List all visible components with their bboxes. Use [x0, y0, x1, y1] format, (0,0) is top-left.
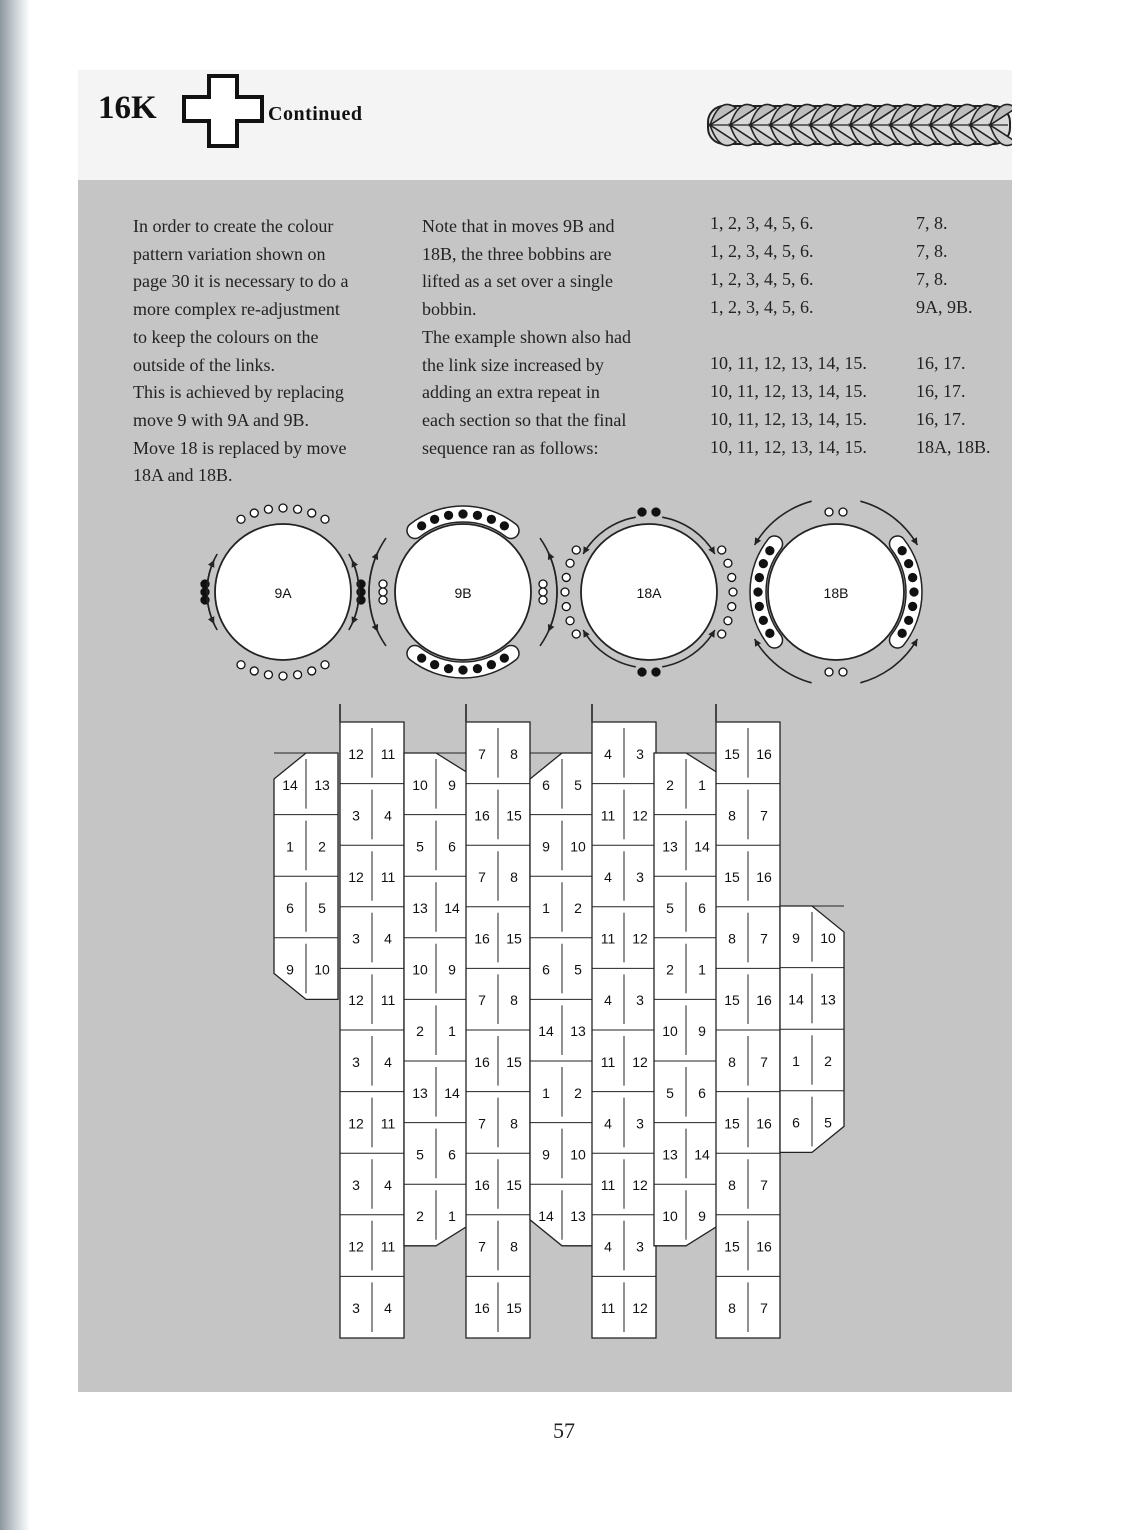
grid-number: 9 [792, 929, 800, 946]
col1-line: outside of the links. [133, 354, 275, 375]
grid-number: 12 [348, 1115, 364, 1132]
bobbin-dot-open [561, 588, 569, 596]
grid-number: 8 [510, 992, 518, 1009]
bobbin-dot-filled [905, 560, 913, 568]
bobbin-dot-filled [418, 654, 426, 662]
grid-number: 14 [538, 1023, 554, 1040]
bobbin-dot-open [321, 661, 329, 669]
bobbin-dot-open [839, 668, 847, 676]
grid-number: 15 [724, 869, 740, 885]
bobbin-dot-open [718, 630, 726, 638]
sequence-moves: 10, 11, 12, 13, 14, 15. [710, 437, 867, 457]
sequence-moves: 1, 2, 3, 4, 5, 6. [710, 241, 814, 261]
bobbin-dot-filled [487, 515, 495, 523]
grid-number: 5 [666, 900, 674, 916]
bobbin-dot-open [379, 596, 387, 604]
grid-number: 15 [506, 1053, 522, 1070]
bobbin-dot-filled [445, 665, 453, 673]
page-number: 57 [553, 1418, 575, 1443]
bobbin-dot-filled [459, 510, 467, 518]
bobbin-dot-filled [759, 560, 767, 568]
grid-number: 9 [698, 1208, 706, 1224]
grid-number: 11 [600, 1177, 616, 1193]
grid-number: 1 [542, 900, 550, 916]
continued-text: Continued [268, 103, 363, 125]
grid-number: 5 [666, 1084, 674, 1101]
grid-number: 4 [604, 1238, 612, 1255]
grid-number: 1 [448, 1023, 456, 1040]
grid-number: 2 [416, 1208, 424, 1224]
grid-column [404, 753, 468, 1246]
bobbin-dot-open [250, 509, 258, 517]
col2-line: lifted as a set over a single [422, 271, 613, 292]
col1-line: 18A and 18B. [133, 465, 233, 486]
grid-number: 10 [820, 929, 836, 946]
grid-number: 13 [314, 776, 330, 793]
grid-number: 4 [384, 1300, 392, 1317]
bobbin-dot-filled [754, 588, 762, 596]
sequence-extra: 16, 17. [916, 353, 966, 373]
grid-number: 2 [574, 1084, 582, 1101]
grid-number: 6 [286, 900, 294, 916]
grid-number: 5 [574, 776, 582, 793]
grid-number: 14 [694, 1146, 710, 1163]
grid-number: 10 [412, 961, 428, 978]
bobbin-dot-open [264, 505, 272, 513]
bobbin-dot-open [728, 603, 736, 611]
cross-icon [182, 74, 266, 148]
grid-number: 7 [760, 807, 768, 824]
grid-number: 4 [604, 1115, 612, 1132]
grid-number: 3 [636, 992, 644, 1009]
grid-number: 13 [570, 1023, 586, 1040]
sequence-moves: 1, 2, 3, 4, 5, 6. [710, 297, 814, 317]
sequence-extra: 16, 17. [916, 381, 966, 401]
pattern-code: 16K [98, 90, 157, 126]
sequence-extra: 7, 8. [916, 213, 948, 233]
grid-number: 13 [820, 991, 836, 1008]
bobbin-dot-open [718, 546, 726, 554]
grid-number: 9 [448, 961, 456, 978]
bobbin-dot-open [308, 667, 316, 675]
grid-number: 13 [570, 1208, 586, 1224]
bobbin-dot-open [562, 573, 570, 581]
bobbin-dot-open [562, 603, 570, 611]
bobbin-dot-filled [638, 668, 646, 676]
grid-number: 10 [412, 776, 428, 793]
grid-number: 7 [760, 1177, 768, 1193]
bobbin-dot-filled [909, 574, 917, 582]
grid-number: 9 [286, 961, 294, 978]
grid-number: 16 [756, 869, 772, 885]
grid-number: 14 [694, 838, 710, 855]
grid-number: 10 [662, 1023, 678, 1040]
bobbin-dot-open [294, 671, 302, 679]
bobbin-dot-open [728, 573, 736, 581]
grid-number: 7 [478, 1115, 486, 1132]
grid-number: 14 [444, 1084, 460, 1101]
grid-number: 7 [760, 1053, 768, 1070]
bobbin-dot-filled [910, 588, 918, 596]
grid-number: 16 [756, 745, 772, 762]
grid-number: 4 [384, 930, 392, 947]
sequence-extra: 18A, 18B. [916, 437, 991, 457]
col2-line: 18B, the three bobbins are [422, 243, 612, 264]
diagram-layer [78, 180, 1012, 1392]
grid-number: 3 [636, 1238, 644, 1255]
grid-number: 10 [314, 961, 330, 978]
grid-number: 16 [756, 1115, 772, 1132]
continued-label [268, 103, 363, 126]
grid-number: 13 [662, 838, 678, 855]
col1-line: more complex re-adjustment [133, 299, 340, 320]
grid-number: 8 [510, 869, 518, 885]
grid-number: 5 [416, 838, 424, 855]
bobbin-dot-open [250, 667, 258, 675]
col2-line: Note that in moves 9B and [422, 216, 615, 236]
grid-number: 11 [600, 930, 616, 947]
grid-number: 13 [662, 1146, 678, 1163]
grid-number: 13 [412, 900, 428, 916]
grid-column [530, 753, 594, 1246]
grid-number: 12 [348, 1238, 364, 1255]
sequence-moves: 10, 11, 12, 13, 14, 15. [710, 381, 867, 401]
grid-number: 6 [448, 1146, 456, 1163]
sequence-extra: 7, 8. [916, 269, 948, 289]
bobbin-dot-filled [431, 661, 439, 669]
grid-number: 6 [792, 1114, 800, 1131]
bobbin-dot-filled [487, 661, 495, 669]
bobbin-dot-open [539, 588, 547, 596]
col2-line: adding an extra repeat in [422, 382, 600, 403]
grid-number: 8 [728, 1177, 736, 1193]
grid-number: 7 [478, 992, 486, 1009]
grid-number: 11 [600, 1300, 616, 1317]
grid-number: 16 [474, 1300, 490, 1317]
grid-number: 10 [570, 1146, 586, 1163]
bobbin-dot-filled [905, 616, 913, 624]
grid-number: 7 [760, 930, 768, 947]
bobbin-dot-open [379, 580, 387, 588]
bobbin-dot-filled [652, 668, 660, 676]
grid-column [780, 906, 844, 1152]
grid-column [716, 704, 780, 1338]
bobbin-dot-open [379, 588, 387, 596]
grid-number: 12 [632, 1177, 648, 1193]
bobbin-dot-filled [500, 654, 508, 662]
grid-number: 12 [632, 807, 648, 824]
grid-number: 1 [698, 961, 706, 978]
sequence-moves: 1, 2, 3, 4, 5, 6. [710, 213, 814, 233]
grid-number: 7 [760, 1300, 768, 1317]
bobbin-dot-filled [652, 508, 660, 516]
grid-number: 9 [542, 838, 550, 855]
grid-number: 3 [352, 1300, 360, 1317]
sequence-moves: 10, 11, 12, 13, 14, 15. [710, 353, 867, 373]
bobbin-dot-filled [445, 511, 453, 519]
col1-line: page 30 it is necessary to do a [133, 271, 349, 292]
grid-number: 16 [474, 1177, 490, 1193]
grid-number: 15 [724, 992, 740, 1009]
grid-number: 16 [474, 1053, 490, 1070]
grid-number: 2 [574, 900, 582, 916]
bobbin-dot-filled [759, 616, 767, 624]
bobbin-dot-open [729, 588, 737, 596]
col1-line: This is achieved by replacing [133, 382, 344, 403]
bobbin-dot-open [539, 596, 547, 604]
grid-number: 16 [474, 930, 490, 947]
grid-number: 3 [636, 1115, 644, 1132]
bobbin-dot-open [264, 671, 272, 679]
grid-number: 1 [542, 1084, 550, 1101]
grid-number: 3 [352, 1053, 360, 1070]
bobbin-dot-open [839, 508, 847, 516]
move-label: 18B [823, 585, 849, 601]
grid-column [466, 704, 530, 1338]
grid-number: 14 [788, 991, 804, 1008]
grid-number: 11 [380, 869, 396, 885]
grid-column [654, 753, 718, 1246]
bobbin-dot-open [825, 668, 833, 676]
grid-number: 6 [542, 776, 550, 793]
bobbin-dot-filled [909, 602, 917, 610]
grid-number: 4 [384, 1053, 392, 1070]
grid-number: 11 [380, 1238, 396, 1255]
grid-number: 4 [604, 869, 612, 885]
grid-number: 13 [412, 1084, 428, 1101]
col1-line: In order to create the colour [133, 216, 334, 236]
grid-number: 16 [756, 992, 772, 1009]
bobbin-dot-open [724, 559, 732, 567]
bobbin-dot-open [724, 617, 732, 625]
grid-number: 11 [600, 807, 616, 824]
bobbin-dot-filled [898, 547, 906, 555]
grid-column [340, 704, 404, 1338]
grid-number: 6 [542, 961, 550, 978]
bobbin-dot-filled [755, 574, 763, 582]
bobbin-dot-filled [638, 508, 646, 516]
grid-number: 15 [506, 1177, 522, 1193]
sequence-moves: 1, 2, 3, 4, 5, 6. [710, 269, 814, 289]
sequence-extra: 16, 17. [916, 409, 966, 429]
bobbin-dot-open [308, 509, 316, 517]
grid-number: 5 [824, 1114, 832, 1131]
grid-number: 10 [662, 1208, 678, 1224]
move-label: 9A [274, 585, 292, 601]
grid-number: 2 [824, 1053, 832, 1069]
grid-number: 12 [632, 930, 648, 947]
move-label: 18A [636, 585, 662, 601]
col2-line: the link size increased by [422, 354, 604, 375]
grid-number: 5 [574, 961, 582, 978]
grid-number: 10 [570, 838, 586, 855]
bobbin-dot-open [279, 504, 287, 512]
col2-line: bobbin. [422, 299, 477, 320]
col2-line: each section so that the final [422, 409, 627, 430]
grid-number: 1 [698, 776, 706, 793]
grid-number: 15 [724, 745, 740, 762]
bobbin-dot-open [237, 515, 245, 523]
grid-number: 12 [348, 745, 364, 762]
grid-number: 3 [636, 745, 644, 762]
grid-number: 7 [478, 1238, 486, 1255]
grid-number: 3 [352, 1177, 360, 1193]
grid-number: 5 [318, 900, 326, 916]
move-label: 9B [454, 585, 472, 601]
grid-number: 16 [474, 807, 490, 824]
grid-column [274, 753, 338, 999]
grid-number: 7 [478, 869, 486, 885]
grid-number: 15 [724, 1115, 740, 1132]
grid-number: 11 [380, 992, 396, 1009]
sequence-extra: 7, 8. [916, 241, 948, 261]
col1-line: move 9 with 9A and 9B. [133, 409, 309, 430]
col1-line: Move 18 is replaced by move [133, 437, 347, 458]
bobbin-dot-filled [459, 666, 467, 674]
bobbin-dot-open [279, 672, 287, 680]
grid-number: 8 [728, 930, 736, 947]
bobbin-dot-open [321, 515, 329, 523]
bobbin-dot-open [572, 546, 580, 554]
sequence-extra: 9A, 9B. [916, 297, 973, 317]
grid-number: 2 [666, 776, 674, 793]
grid-number: 9 [448, 776, 456, 793]
grid-number: 15 [724, 1238, 740, 1255]
bobbin-dot-filled [766, 547, 774, 555]
grid-number: 3 [352, 930, 360, 947]
col1-line: pattern variation shown on [133, 243, 326, 264]
grid-number: 3 [352, 807, 360, 824]
grid-number: 2 [318, 838, 326, 855]
bobbin-dot-filled [418, 522, 426, 530]
grid-number: 14 [282, 776, 298, 793]
grid-number: 9 [542, 1146, 550, 1163]
grid-number: 11 [380, 745, 396, 762]
bobbin-dot-filled [473, 665, 481, 673]
grid-number: 15 [506, 807, 522, 824]
grid-number: 8 [510, 1238, 518, 1255]
bobbin-dot-open [566, 617, 574, 625]
grid-number: 11 [600, 1053, 616, 1070]
col1-line: to keep the colours on the [133, 326, 319, 347]
grid-number: 12 [632, 1300, 648, 1317]
bobbin-dot-filled [431, 515, 439, 523]
page-header [78, 70, 1012, 180]
bobbin-dot-open [539, 580, 547, 588]
bobbin-dot-open [572, 630, 580, 638]
bobbin-dot-open [566, 559, 574, 567]
grid-number: 1 [448, 1208, 456, 1224]
grid-number: 14 [538, 1208, 554, 1224]
grid-number: 8 [510, 1115, 518, 1132]
grid-number: 3 [636, 869, 644, 885]
content-panel [78, 180, 1012, 1392]
grid-number: 8 [728, 1300, 736, 1317]
bobbin-dot-open [294, 505, 302, 513]
grid-column [592, 704, 656, 1338]
grid-number: 2 [416, 1023, 424, 1040]
col2-line: sequence ran as follows: [422, 437, 599, 458]
grid-number: 8 [728, 807, 736, 824]
bobbin-dot-filled [500, 522, 508, 530]
grid-number: 15 [506, 1300, 522, 1317]
bobbin-dot-filled [473, 511, 481, 519]
grid-number: 14 [444, 900, 460, 916]
grid-number: 15 [506, 930, 522, 947]
bobbin-dot-filled [755, 602, 763, 610]
binding-shadow [0, 0, 30, 1530]
grid-number: 12 [632, 1053, 648, 1070]
col2-line: The example shown also had [422, 326, 631, 347]
grid-number: 6 [698, 1084, 706, 1101]
grid-number: 16 [756, 1238, 772, 1255]
bobbin-dot-filled [766, 629, 774, 637]
bobbin-dot-open [825, 508, 833, 516]
grid-number: 11 [380, 1115, 396, 1132]
bobbin-dot-filled [898, 629, 906, 637]
grid-number: 4 [604, 992, 612, 1009]
grid-number: 4 [604, 745, 612, 762]
grid-number: 1 [286, 838, 294, 855]
grid-number: 2 [666, 961, 674, 978]
grid-number: 4 [384, 1177, 392, 1193]
grid-number: 12 [348, 992, 364, 1009]
grid-number: 6 [698, 900, 706, 916]
grid-number: 9 [698, 1023, 706, 1040]
grid-number: 7 [478, 745, 486, 762]
sequence-moves: 10, 11, 12, 13, 14, 15. [710, 409, 867, 429]
grid-number: 6 [448, 838, 456, 855]
grid-number: 8 [510, 745, 518, 762]
grid-number: 4 [384, 807, 392, 824]
bobbin-dot-open [237, 661, 245, 669]
grid-number: 12 [348, 869, 364, 885]
grid-number: 1 [792, 1053, 800, 1069]
grid-number: 8 [728, 1053, 736, 1070]
braid-icon [706, 92, 1012, 158]
grid-number: 5 [416, 1146, 424, 1163]
